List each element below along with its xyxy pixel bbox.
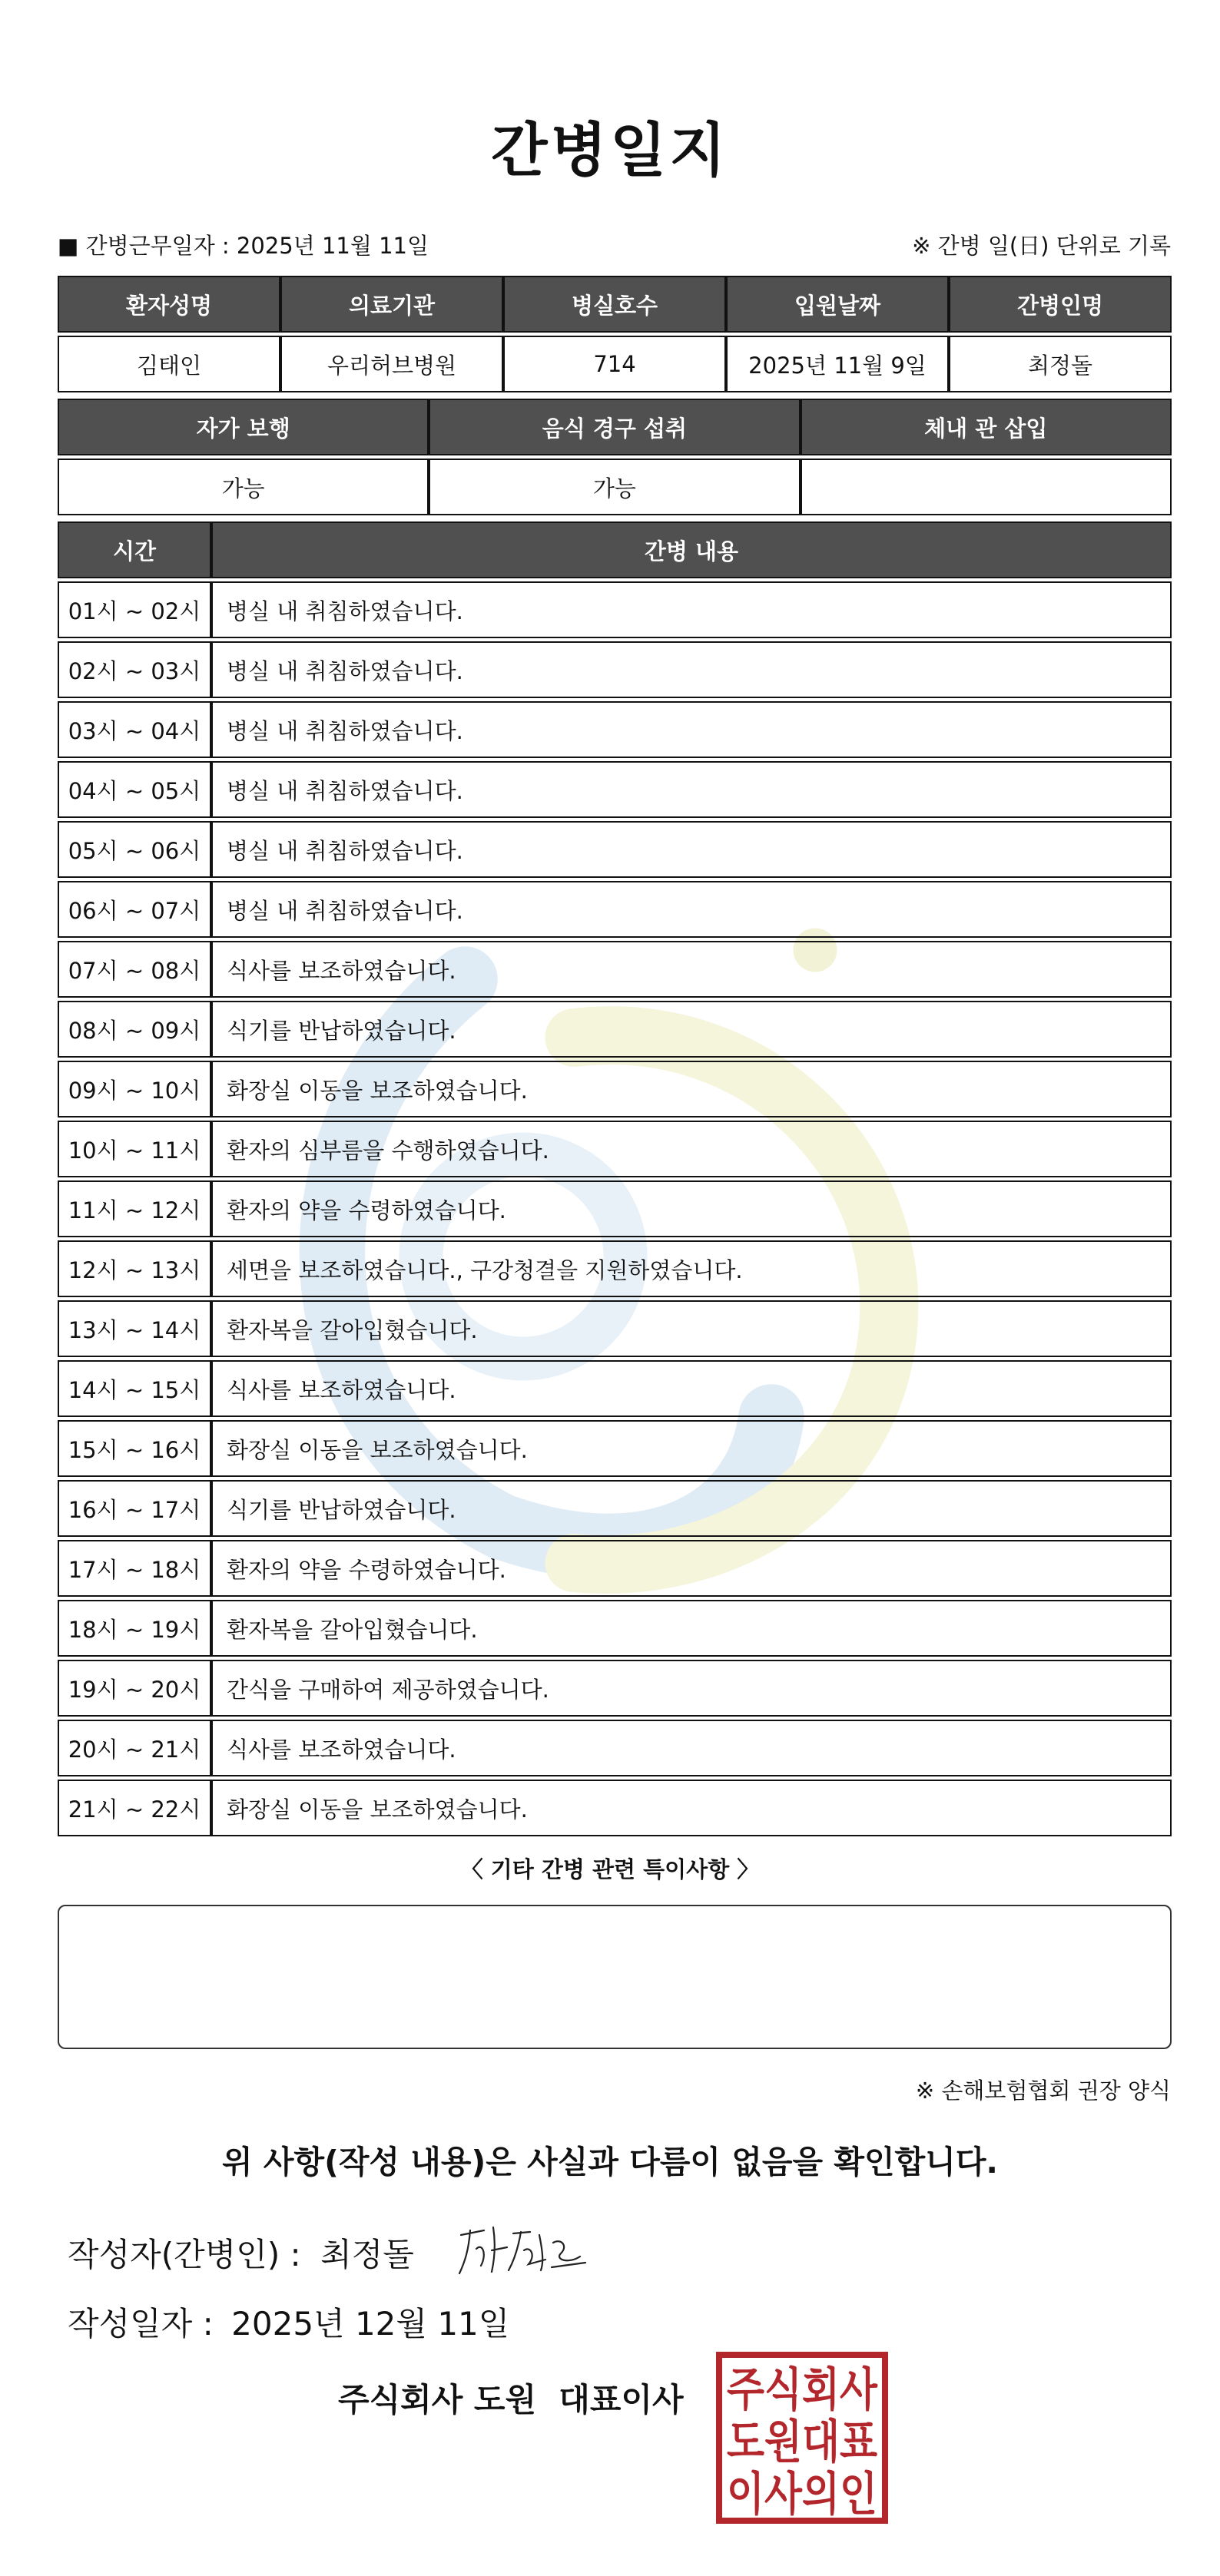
table-row [58,701,1172,758]
written-date-value: 2025년 12월 11일 [231,2305,510,2343]
log-time: 05시 ~ 06시 [58,821,211,878]
log-content: 식기를 반납하였습니다. [211,1480,1172,1537]
log-time: 21시 ~ 22시 [58,1780,211,1836]
writer-label: 작성자(간병인) : [68,2236,301,2273]
table-row [58,1600,1172,1657]
table-row [58,1240,1172,1297]
log-content: 화장실 이동을 보조하였습니다. [211,1780,1172,1836]
header-self-walking: 자가 보행 [58,399,429,455]
log-content: 환자의 약을 수령하였습니다. [211,1540,1172,1597]
written-date-line [68,2299,509,2345]
confirmation-statement: 위 사항(작성 내용)은 사실과 다름이 없음을 확인합니다. [221,2144,999,2180]
header-oral-intake: 음식 경구 섭취 [429,399,800,455]
table-row [58,941,1172,998]
room-number: 714 [503,336,726,392]
log-content: 세면을 보조하였습니다., 구강청결을 지원하였습니다. [211,1240,1172,1297]
table-row [58,1180,1172,1237]
writer-name: 최정돌 [320,2236,414,2273]
log-content: 환자의 약을 수령하였습니다. [211,1180,1172,1237]
table-row [58,581,1172,638]
table-row [58,881,1172,938]
header-care-content: 간병 내용 [211,521,1172,578]
tube-insertion-value [801,459,1172,515]
log-content: 환자의 심부름을 수행하였습니다. [211,1121,1172,1177]
company-seal-icon [714,2350,890,2525]
admission-date: 2025년 11월 9일 [726,336,949,392]
written-date-label: 작성일자 : [68,2305,214,2343]
table-row [58,821,1172,878]
writer-line [68,2230,423,2276]
signature-icon [453,2220,592,2281]
table-row [58,1001,1172,1058]
svg-text:이사의인: 이사의인 [727,2468,877,2521]
log-content: 병실 내 취침하였습니다. [211,701,1172,758]
patient-info-table [58,273,1172,396]
log-time: 16시 ~ 17시 [58,1480,211,1537]
header-room-number: 병실호수 [503,276,726,333]
log-time: 13시 ~ 14시 [58,1300,211,1357]
patient-name: 김태인 [58,336,280,392]
table-row [58,1121,1172,1177]
table-row [58,1061,1172,1117]
log-time: 11시 ~ 12시 [58,1180,211,1237]
log-time: 06시 ~ 07시 [58,881,211,938]
table-row [58,1540,1172,1597]
notes-box [58,1905,1172,2049]
patient-status-table [58,396,1172,518]
log-content: 식사를 보조하였습니다. [211,1720,1172,1776]
log-content: 병실 내 취침하였습니다. [211,641,1172,698]
log-content: 병실 내 취침하였습니다. [211,821,1172,878]
svg-text:주식회사: 주식회사 [727,2363,878,2417]
header-hospital: 의료기관 [280,276,503,333]
log-time: 18시 ~ 19시 [58,1600,211,1657]
log-time: 04시 ~ 05시 [58,761,211,818]
header-time: 시간 [58,521,211,578]
log-time: 08시 ~ 09시 [58,1001,211,1058]
company-representative: 주식회사 도원 대표이사 [338,2381,684,2419]
log-content: 병실 내 취침하였습니다. [211,761,1172,818]
notes-title: 〈 기타 간병 관련 특이사항 〉 [460,1856,760,1882]
log-time: 20시 ~ 21시 [58,1720,211,1776]
care-log-table [58,518,1172,1839]
log-time: 07시 ~ 08시 [58,941,211,998]
log-time: 03시 ~ 04시 [58,701,211,758]
log-time: 14시 ~ 15시 [58,1360,211,1417]
table-row [58,1660,1172,1717]
work-date-value: 2025년 11월 11일 [236,233,429,259]
log-content: 화장실 이동을 보조하였습니다. [211,1061,1172,1117]
log-content: 화장실 이동을 보조하였습니다. [211,1420,1172,1477]
work-date-line [58,229,429,260]
log-time: 15시 ~ 16시 [58,1420,211,1477]
table-row [58,1360,1172,1417]
log-content: 간식을 구매하여 제공하였습니다. [211,1660,1172,1717]
log-time: 17시 ~ 18시 [58,1540,211,1597]
table-row [58,1720,1172,1776]
table-row [58,1420,1172,1477]
log-time: 02시 ~ 03시 [58,641,211,698]
log-content: 식기를 반납하였습니다. [211,1001,1172,1058]
log-time: 10시 ~ 11시 [58,1121,211,1177]
form-note: ※ 손해보험협회 권장 양식 [915,2078,1171,2104]
document-title: 간병일지 [491,116,729,184]
table-row [58,1780,1172,1836]
log-time: 19시 ~ 20시 [58,1660,211,1717]
log-content: 식사를 보조하였습니다. [211,1360,1172,1417]
log-time: 09시 ~ 10시 [58,1061,211,1117]
hospital-name: 우리허브병원 [280,336,503,392]
table-row [58,641,1172,698]
table-row [58,761,1172,818]
table-row [58,1480,1172,1537]
header-admission-date: 입원날짜 [726,276,949,333]
log-content: 병실 내 취침하였습니다. [211,881,1172,938]
log-content: 식사를 보조하였습니다. [211,941,1172,998]
caregiver-name: 최정돌 [949,336,1172,392]
work-date-label: ■ 간병근무일자 : [58,233,230,259]
self-walking-value: 가능 [58,459,429,515]
unit-note: ※ 간병 일(日) 단위로 기록 [912,233,1171,259]
log-time: 01시 ~ 02시 [58,581,211,638]
svg-text:도원대표: 도원대표 [727,2415,878,2469]
log-content: 환자복을 갈아입혔습니다. [211,1600,1172,1657]
oral-intake-value: 가능 [429,459,800,515]
table-row [58,1300,1172,1357]
header-patient-name: 환자성명 [58,276,280,333]
header-tube-insertion: 체내 관 삽입 [801,399,1172,455]
log-content: 환자복을 갈아입혔습니다. [211,1300,1172,1357]
log-time: 12시 ~ 13시 [58,1240,211,1297]
header-caregiver-name: 간병인명 [949,276,1172,333]
log-content: 병실 내 취침하였습니다. [211,581,1172,638]
